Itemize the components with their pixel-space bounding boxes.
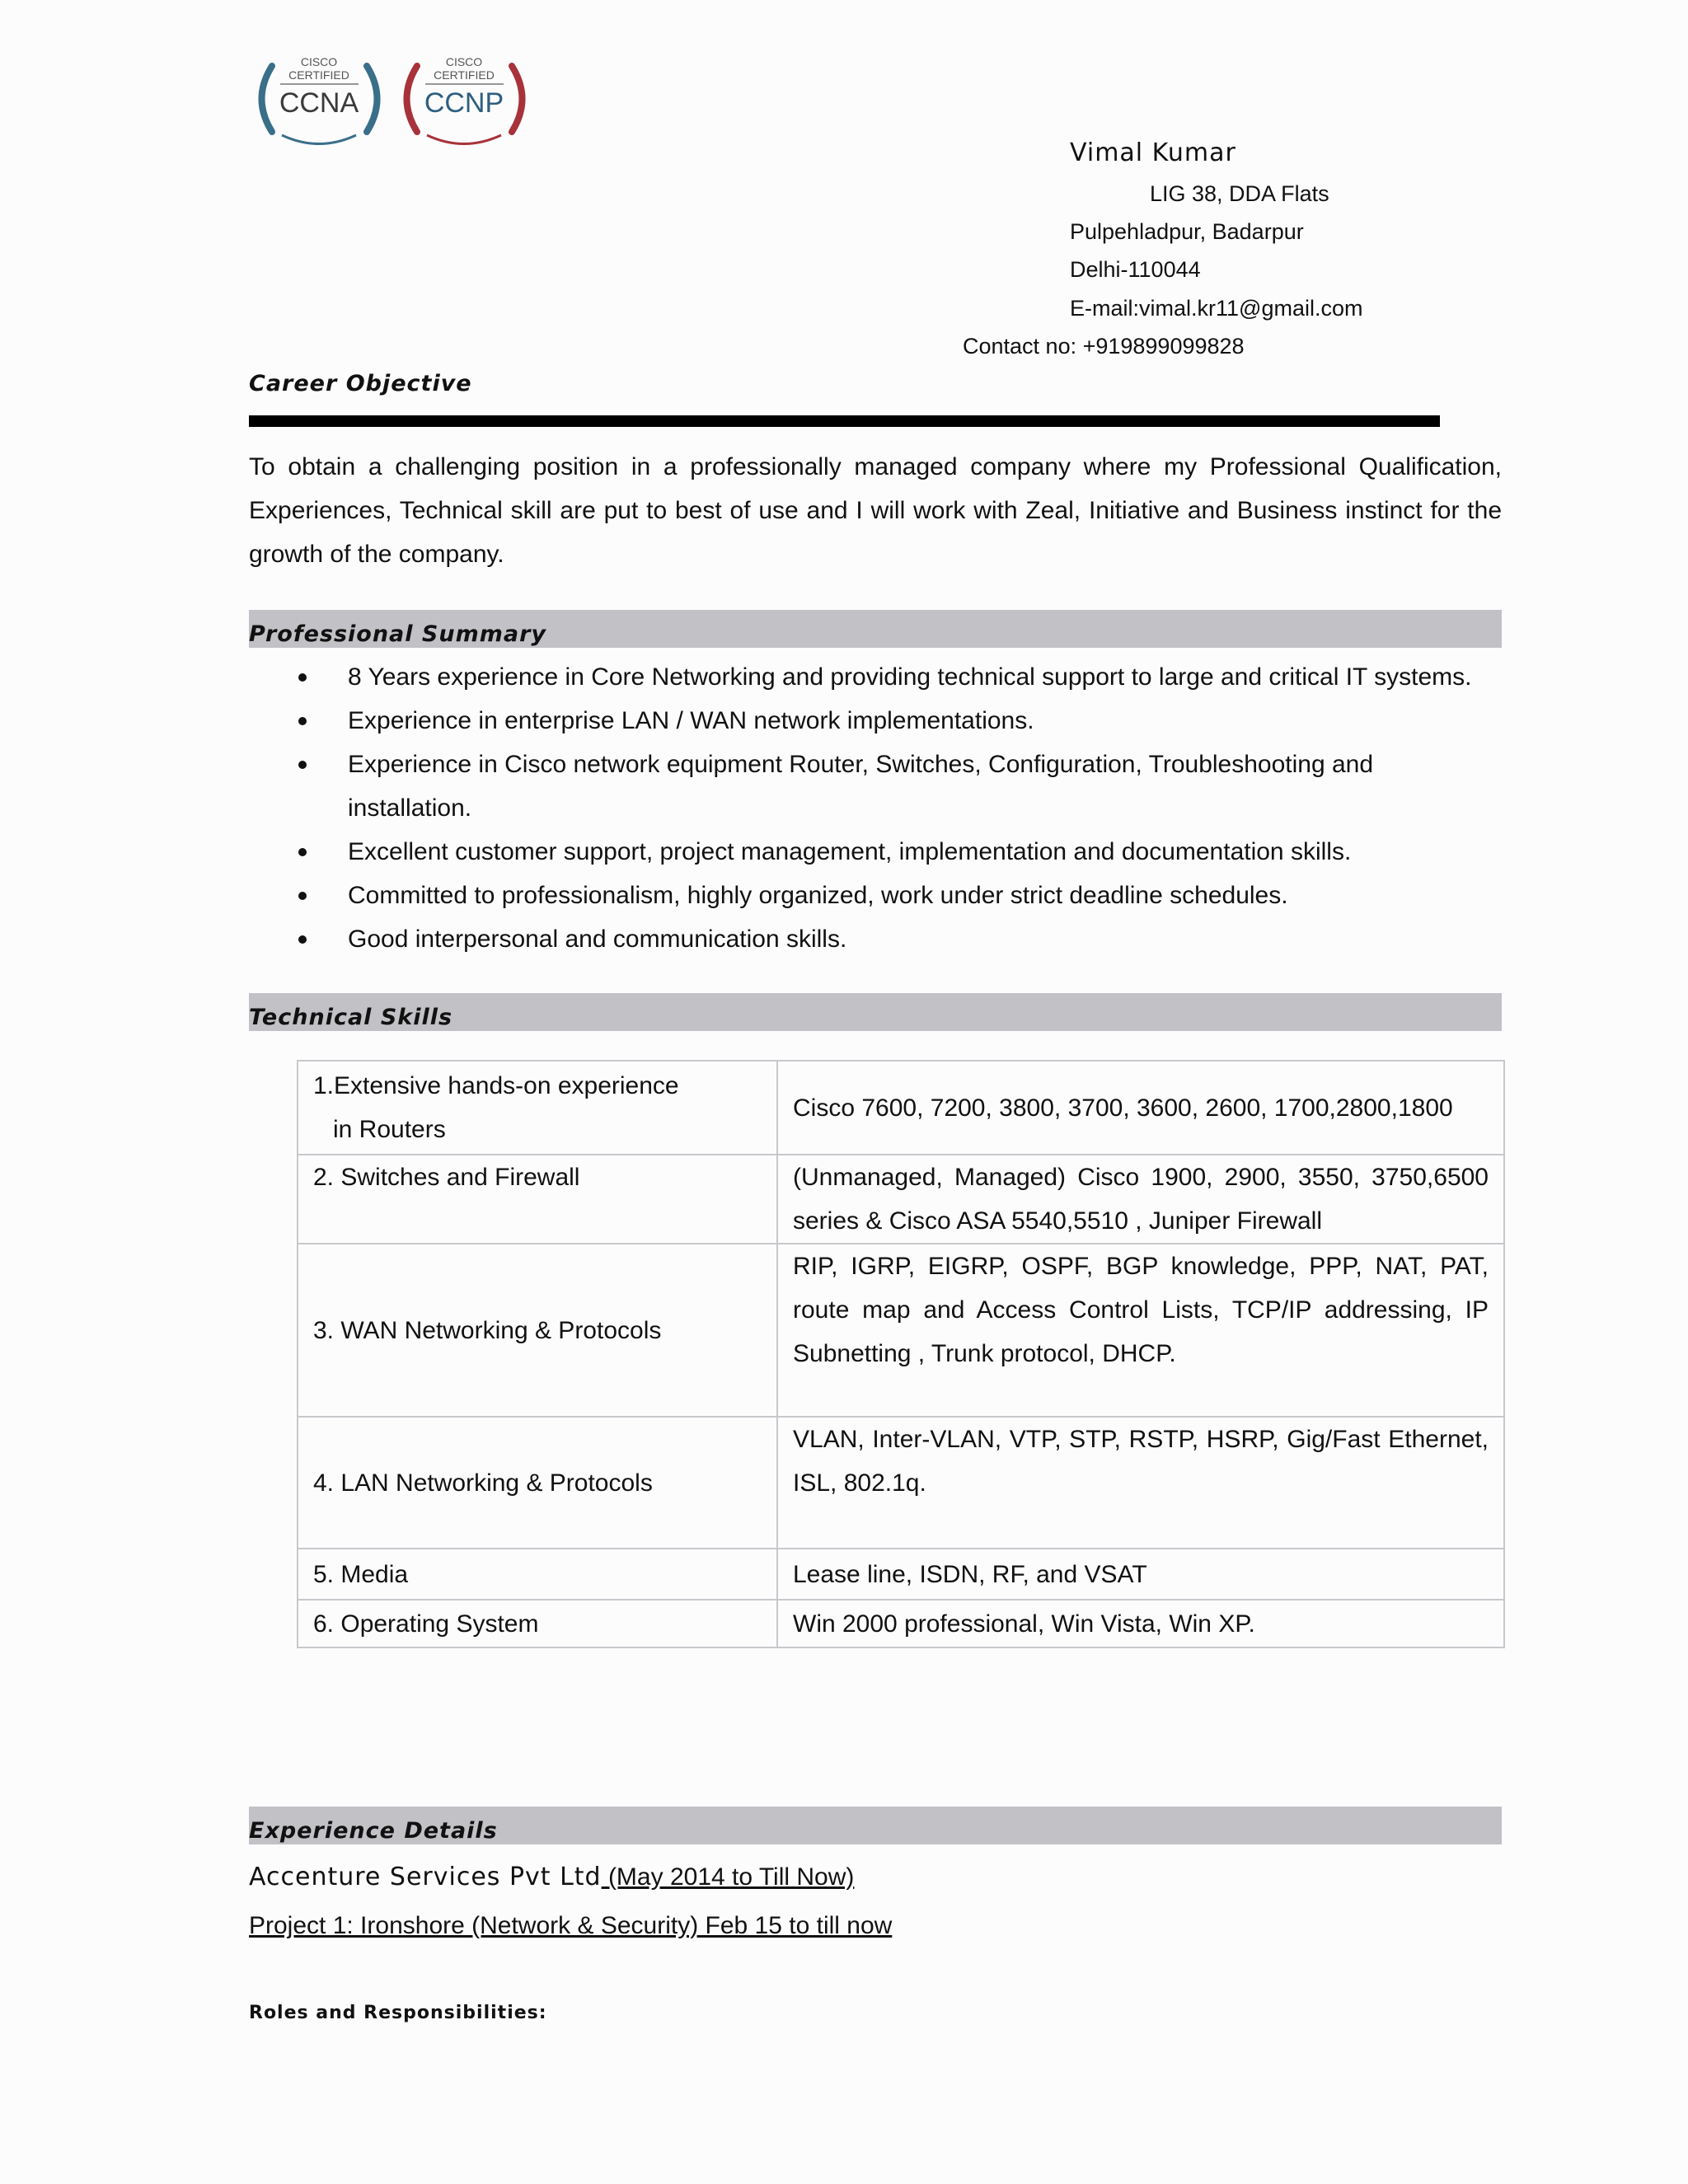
skill-details: Cisco 7600, 7200, 3800, 3700, 3600, 2600, 1700,2800,1800 <box>777 1061 1504 1155</box>
table-row <box>298 1155 1504 1244</box>
technical-skills-heading: Technical Skills <box>249 1005 453 1030</box>
candidate-name: Vimal Kumar <box>1070 138 1236 167</box>
experience-details-heading: Experience Details <box>249 1818 498 1844</box>
skill-category: 6. Operating System <box>298 1600 777 1647</box>
technical-skills-bar <box>249 993 1502 1031</box>
skill-category-text: 1.Extensive hands-on experience <box>313 1072 679 1099</box>
bullet-icon <box>298 717 307 725</box>
bullet-icon <box>298 761 307 769</box>
summary-item-text: Good interpersonal and communication skills. <box>348 926 847 953</box>
summary-item-text: Committed to professionalism, highly organized, work under strict deadline schedules. <box>348 882 1288 909</box>
company-line <box>249 1863 854 1891</box>
ccnp-line1: CISCO <box>445 55 483 68</box>
ccna-acronym: CCNA <box>279 87 359 119</box>
roles-heading: Roles and Responsibilities: <box>249 2003 547 2023</box>
ccnp-logo-graphic <box>392 49 537 148</box>
professional-summary-heading: Professional Summary <box>249 621 546 647</box>
address-line-1: LIG 38, DDA Flats <box>1150 181 1329 206</box>
skill-details: (Unmanaged, Managed) Cisco 1900, 2900, 3550, 3750,6500 series & Cisco ASA 5540,5510 , Juniper Firewall <box>777 1155 1504 1244</box>
project-title: Project 1: Ironshore (Network & Security) Feb 15 to till now <box>249 1912 893 1939</box>
summary-item-text: 8 Years experience in Core Networking and providing technical support to large and critical IT systems. <box>348 663 1472 691</box>
list-item <box>249 874 1502 917</box>
table-row <box>298 1549 1504 1600</box>
ccnp-line2: CERTIFIED <box>434 68 495 82</box>
email-text: E-mail:vimal.kr11@gmail.com <box>1070 296 1363 321</box>
skill-category-text-cont: in Routers <box>333 1116 446 1143</box>
skill-category: 5. Media <box>298 1549 777 1600</box>
list-item <box>249 743 1502 830</box>
summary-item-text: Experience in Cisco network equipment Router, Switches, Configuration, Troubleshooting and installation. <box>348 751 1374 822</box>
contact-number: Contact no: +919899099828 <box>963 334 1245 359</box>
ccna-logo-graphic <box>247 49 392 148</box>
ccnp-acronym: CCNP <box>424 87 504 119</box>
employment-period: (May 2014 to Till Now) <box>601 1863 855 1891</box>
summary-item-text: Experience in enterprise LAN / WAN network implementations. <box>348 707 1034 734</box>
skill-details: VLAN, Inter-VLAN, VTP, STP, RSTP, HSRP, Gig/Fast Ethernet, ISL, 802.1q. <box>777 1417 1504 1549</box>
ccnp-logo <box>392 49 537 148</box>
address-line-2: Pulpehladpur, Badarpur <box>1070 219 1304 244</box>
list-item <box>249 830 1502 874</box>
career-objective-heading: Career Objective <box>249 371 472 396</box>
table-row <box>298 1417 1504 1549</box>
skill-details: RIP, IGRP, EIGRP, OSPF, BGP knowledge, PPP, NAT, PAT, route map and Access Control Lists, TCP/IP addressing, IP Subnetting , Trunk protocol, DHCP. <box>777 1244 1504 1417</box>
skill-category <box>298 1061 777 1155</box>
company-name: Accenture Services Pvt Ltd <box>249 1863 602 1891</box>
skill-details: Win 2000 professional, Win Vista, Win XP. <box>777 1600 1504 1647</box>
skills-table <box>297 1060 1505 1648</box>
bullet-icon <box>298 892 307 900</box>
table-row <box>298 1244 1504 1417</box>
skill-category: 4. LAN Networking & Protocols <box>298 1417 777 1549</box>
summary-item-text: Excellent customer support, project management, implementation and documentation skills. <box>348 838 1352 865</box>
skill-category: 2. Switches and Firewall <box>298 1155 777 1244</box>
ccna-line2: CERTIFIED <box>288 68 349 82</box>
skill-details: Lease line, ISDN, RF, and VSAT <box>777 1549 1504 1600</box>
ccna-logo <box>247 49 392 148</box>
list-item <box>249 655 1502 699</box>
address-line-3: Delhi-110044 <box>1070 257 1201 282</box>
bullet-icon <box>298 935 307 944</box>
skill-category: 3. WAN Networking & Protocols <box>298 1244 777 1417</box>
ccna-line1: CISCO <box>300 55 338 68</box>
table-row <box>298 1600 1504 1647</box>
summary-list <box>249 655 1502 961</box>
list-item <box>249 917 1502 961</box>
bullet-icon <box>298 848 307 856</box>
list-item <box>249 699 1502 743</box>
career-objective-text: To obtain a challenging position in a professionally managed company where my Professional Qualification, Experiences, Technical skill are put to best of use and I will work with Zeal, Initiative and Business instinct for the growth of the company. <box>249 453 1502 568</box>
heading-rule <box>249 415 1440 427</box>
table-row <box>298 1061 1504 1155</box>
professional-summary-bar <box>249 610 1502 648</box>
bullet-icon <box>298 673 307 682</box>
experience-details-bar <box>249 1807 1502 1844</box>
